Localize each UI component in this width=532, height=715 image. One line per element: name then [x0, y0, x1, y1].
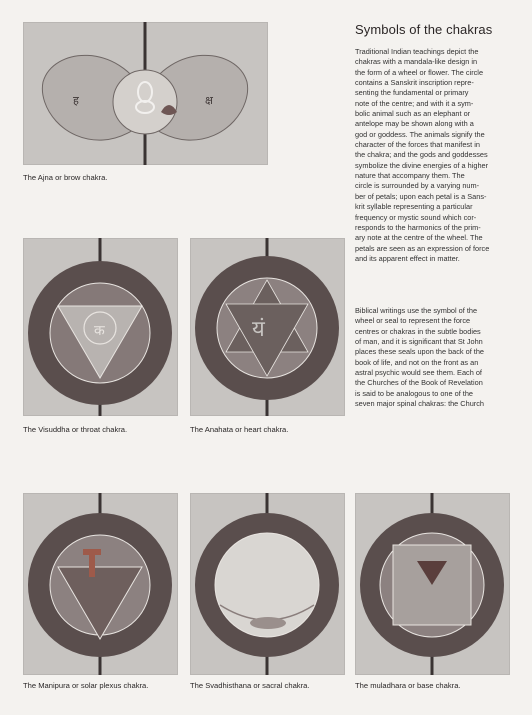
text-line: krit syllable representing a particular: [355, 202, 473, 212]
ajna-chakra-image: [23, 22, 268, 165]
text-line: of man, and it is significant that St John: [355, 337, 483, 347]
ajna-right-glyph: क्ष: [205, 94, 213, 107]
text-line: astral psychic would see them. Each of: [355, 368, 482, 378]
text-line: senting the fundamental or primary: [355, 88, 469, 98]
muladhara-caption: The muladhara or base chakra.: [355, 681, 461, 690]
svadhisthana-chakra-image: [190, 493, 345, 675]
text-line: centres or chakras in the subtle bodies: [355, 326, 481, 336]
text-line: petals are seen as an expression of force: [355, 243, 490, 253]
text-line: the chakra; and the gods and goddesses: [355, 150, 488, 160]
body-paragraph-1: [355, 47, 515, 264]
text-line: circle is surrounded by a varying num-: [355, 181, 480, 191]
text-line: frequency or mystic sound which cor-: [355, 212, 477, 222]
text-line: god or goddess. The animals signify the: [355, 129, 485, 139]
text-line: chakras with a mandala-like design in: [355, 57, 478, 67]
text-line: ary note at the centre of the wheel. The: [355, 233, 483, 243]
text-line: responds to the harmonics of the prim-: [355, 222, 481, 232]
text-line: nature that accompany them. The: [355, 171, 465, 181]
svadhisthana-caption: The Svadhisthana or sacral chakra.: [190, 681, 310, 690]
text-line: character of the forces that manifest in: [355, 140, 480, 150]
text-line: contains a Sanskrit inscription repre-: [355, 78, 474, 88]
ajna-left-glyph: ह: [73, 94, 79, 107]
text-line: Traditional Indian teachings depict the: [355, 47, 479, 56]
manipura-chakra-image: [23, 493, 178, 675]
page-heading: Symbols of the chakras: [355, 22, 493, 37]
text-line: the Churches of the Book of Revelation: [355, 378, 483, 388]
ajna-caption: The Ajna or brow chakra.: [23, 173, 108, 182]
text-line: bolic animal such as an elephant or: [355, 109, 471, 119]
muladhara-chakra-image: [355, 493, 510, 675]
body-paragraph-2: [355, 306, 515, 409]
text-line: is said to be analogous to one of the: [355, 388, 473, 398]
text-line: Biblical writings use the symbol of the: [355, 306, 478, 315]
text-line: note of the centre; and with it a sym-: [355, 98, 474, 108]
text-line: antelope may be shown along with a: [355, 119, 474, 129]
anahata-caption: The Anahata or heart chakra.: [190, 425, 289, 434]
text-line: book of life, and not on the front as an: [355, 357, 479, 367]
text-line: ber of petals; upon each petal is a Sans-: [355, 191, 487, 201]
visuddha-caption: The Visuddha or throat chakra.: [23, 425, 128, 434]
manipura-caption: The Manipura or solar plexus chakra.: [23, 681, 149, 690]
text-line: seven major spinal chakras: the Church: [355, 399, 484, 409]
text-line: and its apparent effect in matter.: [355, 253, 460, 263]
visuddha-chakra-image: [23, 238, 178, 416]
text-line: wheel or seal to represent the force: [355, 316, 471, 326]
anahata-center-glyph: यं: [252, 317, 265, 342]
text-line: places these seals upon the back of the: [355, 347, 485, 357]
text-line: symbolize the divine energies of a higher: [355, 160, 489, 170]
anahata-chakra-image: [190, 238, 345, 416]
text-line: the form of a wheel or flower. The circle: [355, 67, 484, 77]
svg-text:क: क: [94, 323, 105, 339]
